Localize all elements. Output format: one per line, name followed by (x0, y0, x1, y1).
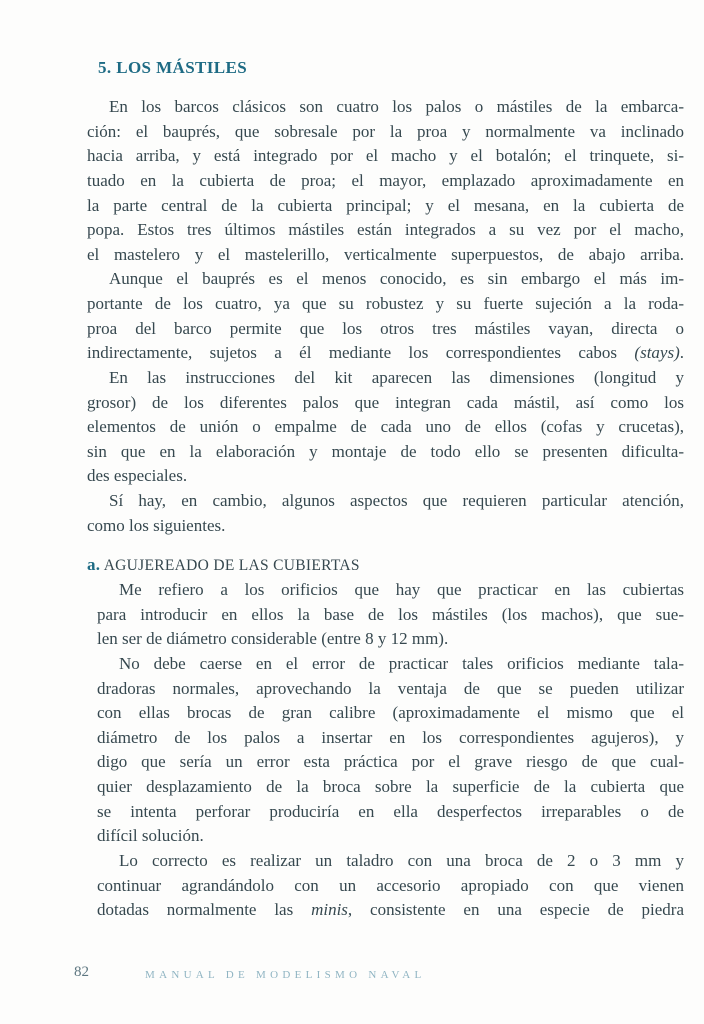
text-line: Me refiero a los orificios que hay que practicar en las cubiertas (119, 580, 684, 599)
chapter-heading: 5. LOS MÁSTILES (98, 58, 248, 77)
section-a-label: a. (87, 555, 101, 574)
text-line: En las instrucciones del kit aparecen las dimensiones (longitud y (109, 367, 684, 387)
intro-paragraphs (87, 95, 684, 538)
text-line: len ser de diámetro considerable (entre 8 y 12 mm). (97, 629, 449, 649)
text-line: elementos de unión o empalme de cada uno de ellos (cofas y crucetas), (87, 417, 684, 437)
text-line: diámetro de los palos a insertar en los correspondientes agujeros), y (97, 727, 684, 747)
text-line: como los siguientes. (87, 515, 226, 535)
text-line: difícil solución. (97, 826, 204, 846)
text-line: continuar agrandándolo con un accesorio apropiado con que vienen (97, 875, 684, 895)
text-line: En los barcos clásicos son cuatro los palos o mástiles de la embarca- (109, 97, 684, 116)
text-line: se intenta perforar produciría en ella desperfectos irreparables o de (97, 801, 684, 821)
text-line: para introducir en ellos la base de los mástiles (los machos), que sue- (97, 604, 684, 624)
text-line: tuado en la cubierta de proa; el mayor, emplazado aproximadamente en (87, 170, 684, 190)
section-a-title: AGUJEREADO DE LAS CUBIERTAS (103, 557, 360, 574)
text-line: indirectamente, sujetos a él mediante los correspondientes cabos (stays). (87, 343, 684, 363)
text-line: portante de los cuatro, ya que su robustez y su fuerte sujeción a la roda- (87, 294, 684, 313)
section-a-paragraphs (97, 578, 684, 923)
text-line: dotadas normalmente las minis, consistente en una especie de piedra (97, 900, 684, 920)
text-line: Sí hay, en cambio, algunos aspectos que requieren particular atención, (109, 491, 684, 510)
section-a-heading (87, 555, 360, 575)
text-line: ción: el bauprés, que sobresale por la proa y normalmente va inclinado (87, 121, 684, 141)
footer-page-number: 82 (74, 964, 89, 980)
text-line: proa del barco permite que los otros tres mástiles vayan, directa o (87, 318, 684, 338)
text-line: des especiales. (87, 466, 188, 486)
text-line: No debe caerse en el error de practicar tales orificios mediante tala- (119, 653, 684, 673)
text-line: grosor) de los diferentes palos que integran cada mástil, así como los (87, 392, 684, 412)
text-line: popa. Estos tres últimos mástiles están integrados a su vez por el macho, (87, 220, 684, 240)
text-line: hacia arriba, y está integrado por el macho y el botalón; el trinquete, si- (87, 146, 684, 166)
text-line: la parte central de la cubierta principal; y el mesana, en la cubierta de (87, 195, 684, 215)
text-line: el mastelero y el mastelerillo, verticalmente superpuestos, de abajo arriba. (87, 244, 684, 264)
text-line: sin que en la elaboración y montaje de todo ello se presenten dificulta- (87, 441, 684, 461)
text-line: Aunque el bauprés es el menos conocido, es sin embargo el más im- (109, 269, 684, 289)
text-line: con ellas brocas de gran calibre (aproximadamente el mismo que el (97, 703, 684, 723)
text-line: quier desplazamiento de la broca sobre la superficie de la cubierta que (97, 777, 684, 796)
text-line: Lo correcto es realizar un taladro con una broca de 2 o 3 mm y (119, 850, 684, 870)
text-line: digo que sería un error esta práctica por el grave riesgo de que cual- (97, 752, 684, 772)
text-line: dradoras normales, aprovechando la ventaja de que se pueden utilizar (97, 678, 684, 698)
footer-book-title: MANUAL DE MODELISMO NAVAL (145, 969, 426, 981)
